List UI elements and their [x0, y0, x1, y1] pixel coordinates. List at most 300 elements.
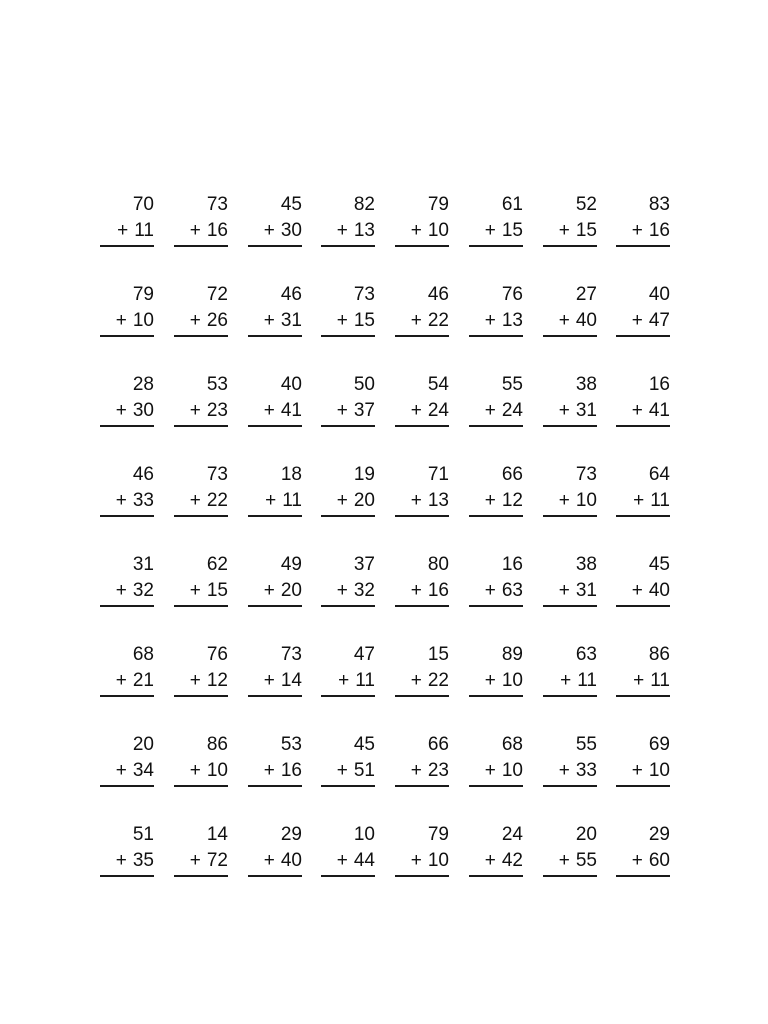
addition-problem [321, 644, 375, 700]
bottom-addend-line [632, 580, 670, 602]
addition-problem [395, 824, 449, 880]
top-addend: 45 [353, 734, 375, 755]
answer-line [395, 335, 449, 337]
addition-problem [174, 644, 228, 700]
top-addend: 38 [575, 374, 597, 395]
top-addend: 24 [501, 824, 523, 845]
answer-line [616, 425, 670, 427]
top-addend: 46 [280, 284, 302, 305]
bottom-addend-line [559, 310, 597, 332]
addition-problem [174, 194, 228, 250]
top-addend: 15 [427, 644, 449, 665]
top-addend: 52 [575, 194, 597, 215]
top-addend: 20 [575, 824, 597, 845]
plus-sign: + [263, 580, 275, 601]
plus-sign: + [115, 580, 127, 601]
addition-problem [174, 554, 228, 610]
answer-line [174, 515, 228, 517]
addition-problem [469, 464, 523, 520]
addition-problem [543, 554, 597, 610]
top-addend: 29 [280, 824, 302, 845]
top-addend: 66 [427, 734, 449, 755]
bottom-addend-line [559, 490, 597, 512]
plus-sign: + [558, 400, 570, 421]
top-addend: 73 [206, 194, 228, 215]
top-addend: 19 [353, 464, 375, 485]
addition-problem [543, 284, 597, 340]
top-addend: 72 [206, 284, 228, 305]
addition-problem [543, 824, 597, 880]
plus-sign: + [189, 670, 201, 691]
addition-problem [321, 464, 375, 520]
bottom-addend-line [337, 220, 375, 242]
plus-sign: + [117, 220, 129, 241]
bottom-addend-line [485, 490, 523, 512]
bottom-addend-line [116, 400, 154, 422]
top-addend: 79 [427, 824, 449, 845]
plus-sign: + [484, 670, 496, 691]
addition-problem [100, 194, 154, 250]
bottom-addend: 34 [132, 760, 154, 781]
bottom-addend-line [338, 670, 375, 692]
top-addend: 66 [501, 464, 523, 485]
answer-line [100, 785, 154, 787]
top-addend: 79 [132, 284, 154, 305]
top-addend: 45 [280, 194, 302, 215]
top-addend: 49 [280, 554, 302, 575]
addition-problem [616, 644, 670, 700]
bottom-addend-line [337, 580, 375, 602]
bottom-addend-line [190, 580, 228, 602]
answer-line [395, 875, 449, 877]
bottom-addend-line [411, 580, 449, 602]
addition-problem [248, 464, 302, 520]
addition-problem [174, 824, 228, 880]
top-addend: 68 [132, 644, 154, 665]
addition-problem [616, 464, 670, 520]
answer-line [469, 515, 523, 517]
bottom-addend-line [264, 580, 302, 602]
bottom-addend: 10 [427, 850, 449, 871]
top-addend: 62 [206, 554, 228, 575]
addition-problem [321, 734, 375, 790]
bottom-addend: 16 [427, 580, 449, 601]
bottom-addend-line [411, 850, 449, 872]
bottom-addend: 51 [353, 760, 375, 781]
bottom-addend: 55 [575, 850, 597, 871]
bottom-addend-line [411, 400, 449, 422]
addition-problem [321, 374, 375, 430]
answer-line [321, 425, 375, 427]
bottom-addend-line [632, 310, 670, 332]
answer-line [174, 785, 228, 787]
addition-problem [100, 734, 154, 790]
top-addend: 68 [501, 734, 523, 755]
bottom-addend: 14 [280, 670, 302, 691]
bottom-addend-line [116, 580, 154, 602]
bottom-addend-line [485, 310, 523, 332]
addition-problem [248, 734, 302, 790]
bottom-addend: 72 [206, 850, 228, 871]
answer-line [469, 245, 523, 247]
addition-problem [100, 284, 154, 340]
answer-line [174, 605, 228, 607]
answer-line [174, 425, 228, 427]
plus-sign: + [484, 760, 496, 781]
top-addend: 18 [280, 464, 302, 485]
top-addend: 14 [206, 824, 228, 845]
answer-line [469, 605, 523, 607]
bottom-addend: 15 [575, 220, 597, 241]
answer-line [248, 785, 302, 787]
bottom-addend-line [264, 760, 302, 782]
top-addend: 40 [280, 374, 302, 395]
addition-problem [543, 464, 597, 520]
addition-problem [469, 554, 523, 610]
top-addend: 86 [648, 644, 670, 665]
bottom-addend: 10 [206, 760, 228, 781]
bottom-addend-line [559, 850, 597, 872]
addition-problem [100, 824, 154, 880]
bottom-addend: 11 [650, 490, 670, 511]
bottom-addend: 16 [206, 220, 228, 241]
bottom-addend: 42 [501, 850, 523, 871]
plus-sign: + [189, 400, 201, 421]
bottom-addend: 11 [134, 220, 154, 241]
bottom-addend: 31 [280, 310, 302, 331]
answer-line [248, 605, 302, 607]
answer-line [100, 605, 154, 607]
bottom-addend-line [190, 220, 228, 242]
plus-sign: + [336, 400, 348, 421]
answer-line [321, 245, 375, 247]
answer-line [248, 335, 302, 337]
addition-problem [174, 374, 228, 430]
top-addend: 45 [648, 554, 670, 575]
plus-sign: + [558, 580, 570, 601]
top-addend: 80 [427, 554, 449, 575]
bottom-addend-line [264, 220, 302, 242]
bottom-addend-line [559, 760, 597, 782]
plus-sign: + [115, 760, 127, 781]
top-addend: 63 [575, 644, 597, 665]
bottom-addend: 15 [501, 220, 523, 241]
bottom-addend: 11 [577, 670, 597, 691]
bottom-addend-line [632, 400, 670, 422]
bottom-addend-line [411, 310, 449, 332]
bottom-addend: 32 [132, 580, 154, 601]
bottom-addend: 30 [132, 400, 154, 421]
plus-sign: + [265, 490, 277, 511]
answer-line [543, 695, 597, 697]
addition-problem [543, 374, 597, 430]
answer-line [100, 245, 154, 247]
top-addend: 53 [206, 374, 228, 395]
bottom-addend-line [116, 310, 154, 332]
bottom-addend: 23 [427, 760, 449, 781]
bottom-addend-line [485, 400, 523, 422]
plus-sign: + [558, 850, 570, 871]
bottom-addend-line [411, 220, 449, 242]
plus-sign: + [336, 220, 348, 241]
bottom-addend: 63 [501, 580, 523, 601]
top-addend: 89 [501, 644, 523, 665]
bottom-addend: 41 [280, 400, 302, 421]
plus-sign: + [484, 220, 496, 241]
answer-line [395, 515, 449, 517]
addition-problem [543, 644, 597, 700]
plus-sign: + [631, 850, 643, 871]
addition-problem [469, 824, 523, 880]
bottom-addend: 10 [648, 760, 670, 781]
answer-line [321, 695, 375, 697]
answer-line [543, 245, 597, 247]
bottom-addend-line [632, 220, 670, 242]
addition-problem [395, 644, 449, 700]
plus-sign: + [115, 400, 127, 421]
addition-problem [395, 734, 449, 790]
addition-problem [100, 554, 154, 610]
addition-problem [174, 734, 228, 790]
plus-sign: + [484, 580, 496, 601]
top-addend: 51 [132, 824, 154, 845]
bottom-addend-line [337, 490, 375, 512]
top-addend: 16 [648, 374, 670, 395]
bottom-addend-line [559, 580, 597, 602]
bottom-addend-line [116, 850, 154, 872]
plus-sign: + [633, 490, 645, 511]
answer-line [469, 785, 523, 787]
addition-problem [395, 194, 449, 250]
answer-line [616, 605, 670, 607]
addition-problem [248, 824, 302, 880]
plus-sign: + [410, 670, 422, 691]
top-addend: 73 [353, 284, 375, 305]
top-addend: 70 [132, 194, 154, 215]
plus-sign: + [631, 580, 643, 601]
addition-problem [616, 554, 670, 610]
top-addend: 73 [575, 464, 597, 485]
answer-line [248, 425, 302, 427]
addition-problem [616, 734, 670, 790]
answer-line [469, 425, 523, 427]
plus-sign: + [263, 310, 275, 331]
top-addend: 71 [427, 464, 449, 485]
plus-sign: + [263, 220, 275, 241]
bottom-addend: 11 [282, 490, 302, 511]
bottom-addend: 12 [206, 670, 228, 691]
addition-problem [469, 194, 523, 250]
bottom-addend: 24 [427, 400, 449, 421]
plus-sign: + [410, 850, 422, 871]
bottom-addend: 40 [280, 850, 302, 871]
bottom-addend-line [559, 400, 597, 422]
addition-problem [395, 374, 449, 430]
addition-problem [100, 644, 154, 700]
answer-line [395, 245, 449, 247]
bottom-addend: 13 [353, 220, 375, 241]
top-addend: 37 [353, 554, 375, 575]
top-addend: 47 [353, 644, 375, 665]
top-addend: 76 [206, 644, 228, 665]
addition-problem [469, 644, 523, 700]
bottom-addend-line [633, 490, 670, 512]
plus-sign: + [410, 580, 422, 601]
plus-sign: + [189, 490, 201, 511]
answer-line [543, 875, 597, 877]
bottom-addend-line [411, 760, 449, 782]
plus-sign: + [484, 400, 496, 421]
top-addend: 83 [648, 194, 670, 215]
addition-problem [616, 824, 670, 880]
bottom-addend: 16 [648, 220, 670, 241]
plus-sign: + [410, 400, 422, 421]
bottom-addend: 32 [353, 580, 375, 601]
plus-sign: + [263, 850, 275, 871]
bottom-addend: 23 [206, 400, 228, 421]
bottom-addend-line [411, 670, 449, 692]
addition-problem [616, 194, 670, 250]
bottom-addend: 15 [353, 310, 375, 331]
answer-line [395, 785, 449, 787]
answer-line [248, 515, 302, 517]
bottom-addend: 33 [132, 490, 154, 511]
top-addend: 46 [132, 464, 154, 485]
bottom-addend: 20 [353, 490, 375, 511]
top-addend: 31 [132, 554, 154, 575]
top-addend: 79 [427, 194, 449, 215]
answer-line [100, 335, 154, 337]
answer-line [321, 515, 375, 517]
bottom-addend-line [632, 850, 670, 872]
top-addend: 16 [501, 554, 523, 575]
answer-line [395, 695, 449, 697]
bottom-addend: 16 [280, 760, 302, 781]
addition-problem [248, 194, 302, 250]
answer-line [395, 425, 449, 427]
bottom-addend-line [190, 850, 228, 872]
bottom-addend-line [265, 490, 302, 512]
bottom-addend: 13 [501, 310, 523, 331]
top-addend: 27 [575, 284, 597, 305]
plus-sign: + [115, 670, 127, 691]
answer-line [543, 605, 597, 607]
addition-problem [543, 734, 597, 790]
answer-line [616, 245, 670, 247]
addition-problem [469, 374, 523, 430]
plus-sign: + [115, 310, 127, 331]
addition-problem [469, 284, 523, 340]
bottom-addend: 26 [206, 310, 228, 331]
plus-sign: + [263, 670, 275, 691]
bottom-addend: 12 [501, 490, 523, 511]
addition-problem [395, 284, 449, 340]
addition-problem [248, 644, 302, 700]
top-addend: 73 [206, 464, 228, 485]
plus-sign: + [631, 760, 643, 781]
plus-sign: + [560, 670, 572, 691]
top-addend: 64 [648, 464, 670, 485]
bottom-addend: 11 [650, 670, 670, 691]
bottom-addend: 47 [648, 310, 670, 331]
addition-problem [100, 464, 154, 520]
plus-sign: + [633, 670, 645, 691]
bottom-addend: 40 [648, 580, 670, 601]
top-addend: 10 [353, 824, 375, 845]
plus-sign: + [631, 220, 643, 241]
answer-line [100, 425, 154, 427]
top-addend: 53 [280, 734, 302, 755]
plus-sign: + [631, 310, 643, 331]
answer-line [469, 335, 523, 337]
answer-line [174, 695, 228, 697]
plus-sign: + [336, 580, 348, 601]
bottom-addend: 10 [501, 760, 523, 781]
top-addend: 28 [132, 374, 154, 395]
top-addend: 40 [648, 284, 670, 305]
top-addend: 86 [206, 734, 228, 755]
addition-problem [248, 284, 302, 340]
top-addend: 82 [353, 194, 375, 215]
answer-line [616, 875, 670, 877]
bottom-addend: 24 [501, 400, 523, 421]
bottom-addend-line [116, 490, 154, 512]
bottom-addend-line [337, 850, 375, 872]
answer-line [469, 695, 523, 697]
bottom-addend: 31 [575, 580, 597, 601]
top-addend: 20 [132, 734, 154, 755]
bottom-addend-line [117, 220, 154, 242]
plus-sign: + [484, 310, 496, 331]
bottom-addend-line [190, 310, 228, 332]
answer-line [616, 515, 670, 517]
top-addend: 38 [575, 554, 597, 575]
addition-problem [174, 284, 228, 340]
answer-line [100, 515, 154, 517]
bottom-addend-line [485, 760, 523, 782]
addition-problem [321, 284, 375, 340]
plus-sign: + [189, 760, 201, 781]
plus-sign: + [189, 850, 201, 871]
answer-line [543, 335, 597, 337]
top-addend: 55 [501, 374, 523, 395]
addition-problem [321, 554, 375, 610]
bottom-addend: 41 [648, 400, 670, 421]
addition-problem [616, 284, 670, 340]
addition-problem [543, 194, 597, 250]
bottom-addend: 13 [427, 490, 449, 511]
addition-problem [321, 194, 375, 250]
plus-sign: + [631, 400, 643, 421]
answer-line [248, 875, 302, 877]
plus-sign: + [558, 490, 570, 511]
bottom-addend: 33 [575, 760, 597, 781]
plus-sign: + [410, 490, 422, 511]
answer-line [321, 785, 375, 787]
answer-line [543, 515, 597, 517]
top-addend: 76 [501, 284, 523, 305]
addition-problem [248, 554, 302, 610]
bottom-addend: 22 [427, 670, 449, 691]
bottom-addend-line [485, 850, 523, 872]
plus-sign: + [336, 490, 348, 511]
answer-line [469, 875, 523, 877]
plus-sign: + [484, 490, 496, 511]
plus-sign: + [189, 310, 201, 331]
bottom-addend-line [190, 490, 228, 512]
top-addend: 69 [648, 734, 670, 755]
plus-sign: + [338, 670, 350, 691]
